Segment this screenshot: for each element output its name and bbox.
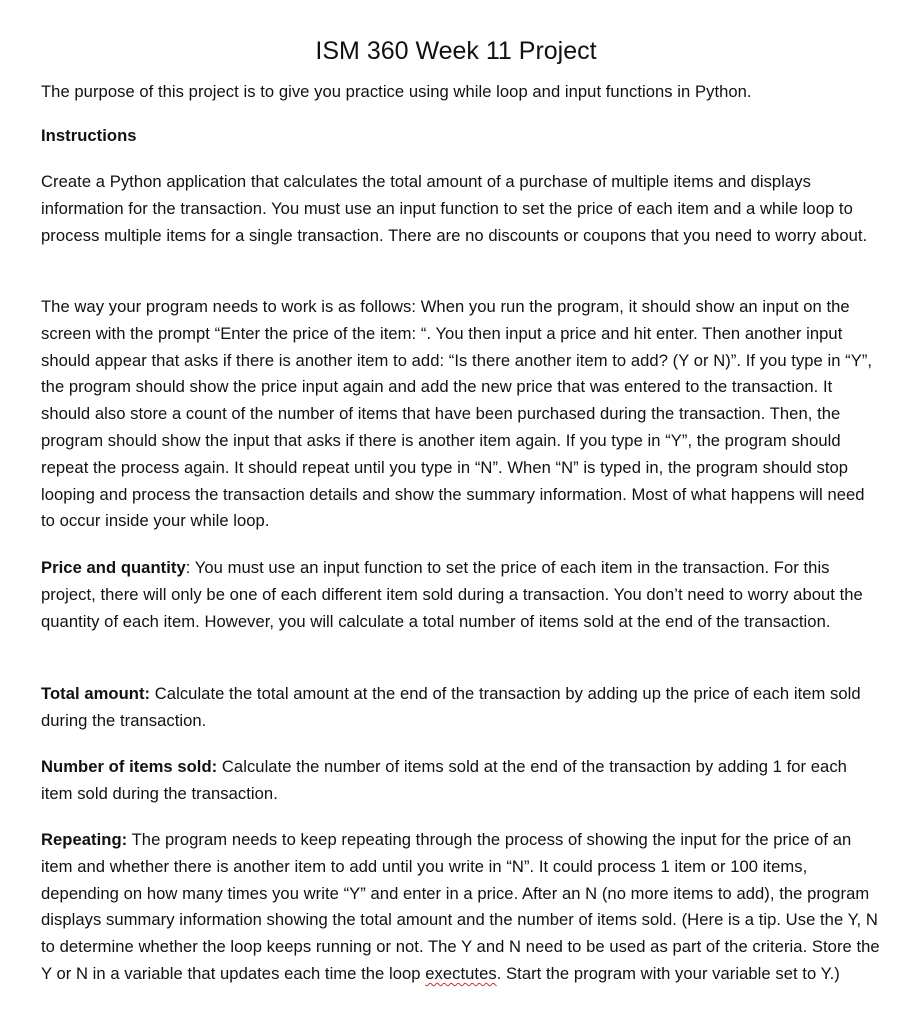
repeating-text-end: . Start the program with your variable set to Y.) bbox=[496, 963, 840, 983]
repeating-label: Repeating: bbox=[41, 830, 128, 849]
instructions-heading: Instructions bbox=[41, 126, 137, 145]
document-title: ISM 360 Week 11 Project bbox=[315, 37, 597, 65]
items-sold-label: Number of items sold: bbox=[41, 757, 218, 776]
total-amount-paragraph bbox=[41, 681, 881, 735]
program-behavior-paragraph: The way your program needs to work is as follows: When you run the program, it should show an input on the screen with the prompt “Enter the price of the item: “. You then input a price and hit enter. Then another input should appear that asks if there is another item to add: “Is there another item to add? (Y or N)”. If you type in “Y”, the program should show the price input again and add the new price that was entered to the transaction. It should also store a count of the number of items that have been purchased during the transaction. Then, the program should show the input that asks if there is another item again. If you type in “Y”, the program should repeat the process again. It should repeat until you type in “N”. When “N” is typed in, the program should stop looping and process the transaction details and show the summary information. Most of what happens will need to occur inside your while loop. bbox=[41, 297, 873, 531]
create-paragraph: Create a Python application that calculates the total amount of a purchase of multiple items and displays information for the transaction. You must use an input function to set the price of each item and a while loop to process multiple items for a single transaction. There are no discounts or coupons that you need to worry about. bbox=[41, 172, 868, 245]
items-sold-text: Calculate the number of items sold at the end of the transaction by adding 1 for each item sold during the transaction. bbox=[41, 757, 847, 803]
purpose-paragraph: The purpose of this project is to give you practice using while loop and input functions in Python. bbox=[41, 82, 752, 101]
price-quantity-paragraph bbox=[41, 555, 881, 635]
repeating-text: The program needs to keep repeating through the process of showing the input for the price of an item and whether there is another item to add until you write in “N”. It could process 1 item or 100 items, depending on how many times you write “Y” and enter in a price. After an N (no more items to add), the program displays summary information showing the total amount and the number of items sold. (Here is a tip. Use the Y, N to determine whether the loop keeps running or not. The Y and N need to be used as part of the criteria. Store the Y or N in a variable that updates each time the loop bbox=[41, 830, 880, 983]
spellcheck-misspelled-word[interactable]: exectutes bbox=[425, 963, 497, 983]
price-quantity-text: : You must use an input function to set the price of each item in the transaction. For this project, there will only be one of each different item sold during a transaction. You don’t need to worry about the quantity of each item. However, you will calculate a total number of items sold at the end of the transaction. bbox=[41, 558, 863, 631]
total-amount-text: Calculate the total amount at the end of the transaction by adding up the price of each item sold during the transaction. bbox=[41, 684, 861, 730]
repeating-paragraph bbox=[41, 827, 881, 988]
price-quantity-label: Price and quantity bbox=[41, 558, 186, 577]
total-amount-label: Total amount: bbox=[41, 684, 151, 703]
items-sold-paragraph bbox=[41, 754, 881, 808]
